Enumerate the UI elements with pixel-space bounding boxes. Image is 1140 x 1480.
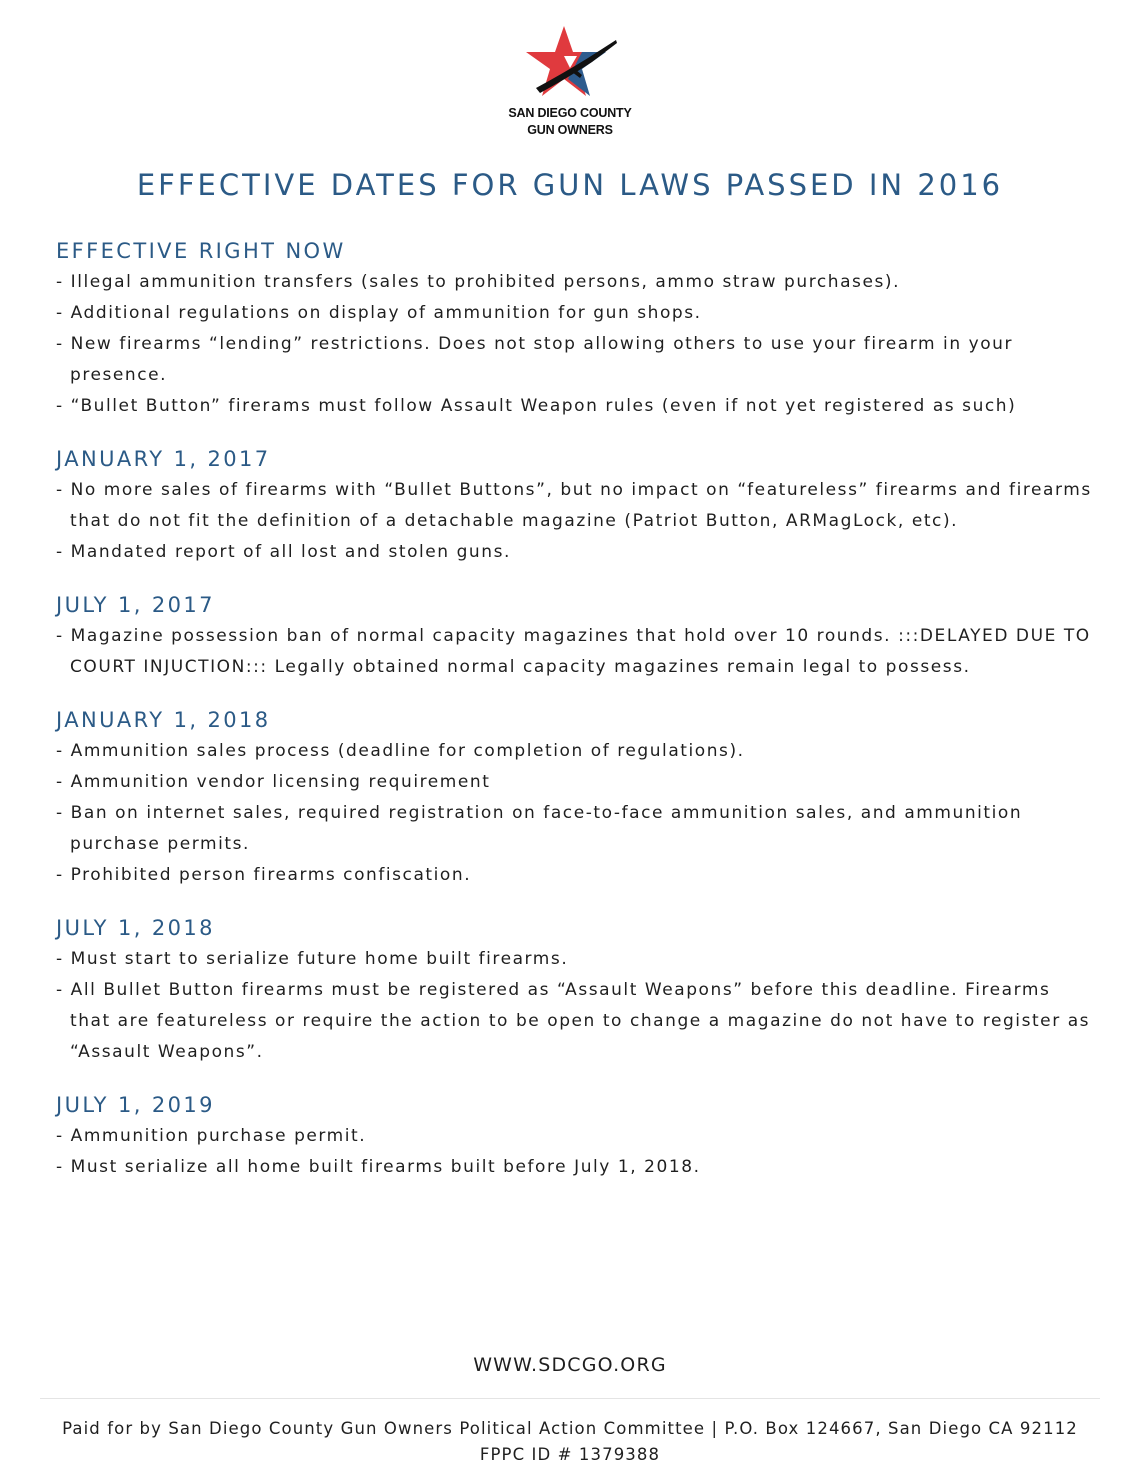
logo: [0, 22, 1140, 138]
list-item: - Ammunition vendor licensing requirement: [56, 772, 491, 792]
star-rifle-logo-icon: [522, 22, 618, 104]
section-heading: JANUARY 1, 2018: [56, 708, 271, 732]
section-effective-now: [56, 236, 1096, 422]
page-title: EFFECTIVE DATES FOR GUN LAWS PASSED IN 2016: [136, 168, 1004, 202]
section-jan-2017: [56, 444, 1096, 568]
section-heading: EFFECTIVE RIGHT NOW: [56, 239, 346, 263]
list-item: - Magazine possession ban of normal capacity magazines that hold over 10 rounds. :::DELAYED DUE TO COURT INJUCTION::: Legally obtained normal capacity magazines remain legal to possess.: [56, 626, 1091, 677]
paid-for-disclaimer: [0, 1416, 1140, 1468]
list-item: - Ammunition purchase permit.: [56, 1126, 367, 1146]
list-item: - “Bullet Button” firerams must follow Assault Weapon rules (even if not yet registered as such): [56, 396, 1017, 416]
footer-divider: [40, 1398, 1100, 1399]
logo-line2: GUN OWNERS: [527, 123, 613, 137]
list-item: - Must serialize all home built firearms built before July 1, 2018.: [56, 1157, 701, 1177]
logo-line1: SAN DIEGO COUNTY: [508, 106, 632, 120]
list-item: - Prohibited person firearms confiscation.: [56, 865, 472, 885]
section-heading: JULY 1, 2018: [56, 916, 215, 940]
section-heading: JANUARY 1, 2017: [56, 447, 271, 471]
section-heading: JULY 1, 2019: [56, 1093, 215, 1117]
list-item: - Mandated report of all lost and stolen guns.: [56, 542, 511, 562]
list-item: - All Bullet Button firearms must be registered as “Assault Weapons” before this deadline. Firearms that are featureless or require the action to be open to change a magazine do not have to register as “Assault Weapons”.: [56, 980, 1091, 1062]
website-link[interactable]: WWW.SDCGO.ORG: [473, 1354, 667, 1376]
list-item: - Must start to serialize future home built firearms.: [56, 949, 569, 969]
section-heading: JULY 1, 2017: [56, 593, 215, 617]
list-item: - No more sales of firearms with “Bullet Buttons”, but no impact on “featureless” firearms and firearms that do not fit the definition of a detachable magazine (Patriot Button, ARMagLock, etc).: [56, 480, 1092, 531]
section-jul-2019: [56, 1090, 1096, 1183]
list-item: - New firearms “lending” restrictions. Does not stop allowing others to use your firearm in your presence.: [56, 334, 1014, 385]
fppc-id: FPPC ID # 1379388: [479, 1445, 661, 1464]
list-item: - Additional regulations on display of ammunition for gun shops.: [56, 303, 702, 323]
sections-list: [56, 236, 1096, 1183]
list-item: - Ban on internet sales, required registration on face-to-face ammunition sales, and ammunition purchase permits.: [56, 803, 1023, 854]
section-jan-2018: [56, 705, 1096, 891]
list-item: - Ammunition sales process (deadline for completion of regulations).: [56, 741, 745, 761]
list-item: - Illegal ammunition transfers (sales to prohibited persons, ammo straw purchases).: [56, 272, 901, 292]
section-jul-2018: [56, 913, 1096, 1068]
paid-for-text: Paid for by San Diego County Gun Owners Political Action Committee | P.O. Box 124667, San Diego CA 92112: [62, 1419, 1078, 1438]
section-jul-2017: [56, 590, 1096, 683]
